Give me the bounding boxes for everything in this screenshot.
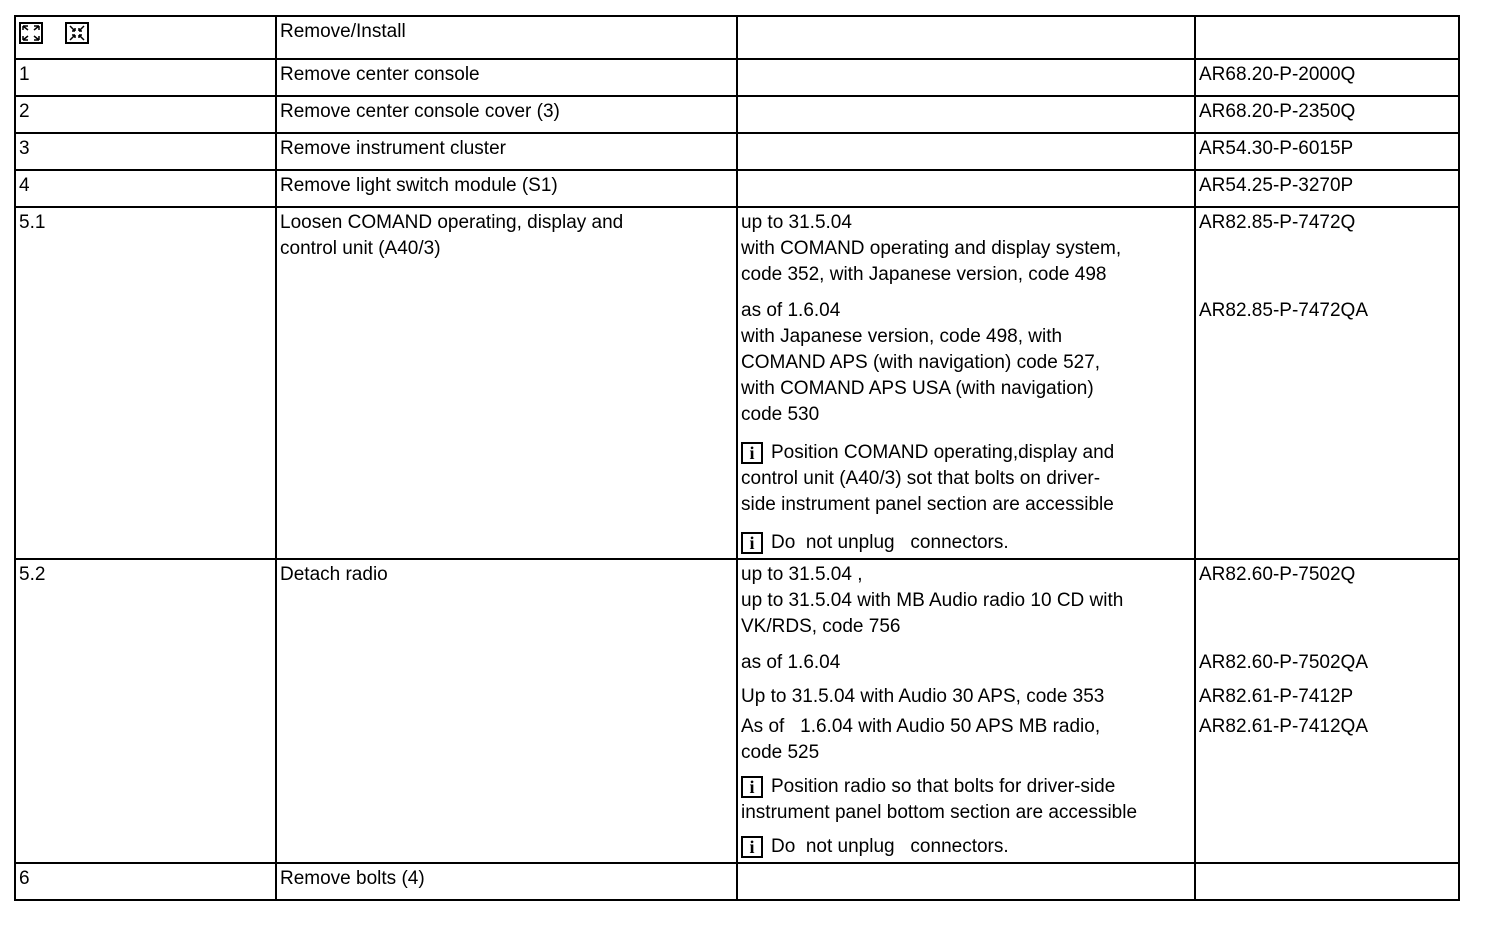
condition-line: up to 31.5.04: [741, 212, 852, 233]
header-row: [15, 16, 1459, 59]
document-code-link[interactable]: AR54.30-P-6015P: [1195, 133, 1459, 170]
header-title: Remove/Install: [276, 16, 737, 59]
step-condition: [737, 207, 1195, 559]
note-line: side instrument panel section are accessible: [741, 494, 1114, 515]
header-condition-cell: [737, 16, 1195, 59]
step-action: Remove center console: [276, 59, 737, 96]
step-condition: [737, 559, 1195, 863]
action-line: control unit (A40/3): [280, 238, 441, 259]
info-icon: i: [741, 836, 763, 858]
table-row: [15, 170, 1459, 207]
procedure-table: [14, 15, 1460, 901]
note-line: Position COMAND operating,display and: [771, 442, 1115, 463]
table-row: [15, 59, 1459, 96]
table-row: [15, 863, 1459, 900]
step-number: 3: [15, 133, 276, 170]
step-action: Detach radio: [276, 559, 737, 863]
step-number: 1: [15, 59, 276, 96]
condition-line: as of 1.6.04: [741, 300, 841, 321]
info-icon: i: [741, 532, 763, 554]
condition-line: up to 31.5.04 with MB Audio radio 10 CD with: [741, 590, 1124, 611]
step-action: Remove center console cover (3): [276, 96, 737, 133]
step-action: [276, 207, 737, 559]
document-code-cell: [1195, 207, 1459, 559]
info-icon: i: [741, 442, 763, 464]
step-number: 4: [15, 170, 276, 207]
info-note: [741, 774, 1191, 826]
document-code-link[interactable]: AR82.85-P-7472QA: [1199, 300, 1368, 321]
collapse-all-icon[interactable]: [65, 22, 89, 44]
condition-line: as of 1.6.04: [741, 652, 841, 673]
condition-line: code 525: [741, 742, 820, 763]
table-row: [15, 207, 1459, 559]
info-note: [741, 440, 1191, 518]
document-code-cell: [1195, 863, 1459, 900]
info-note: [741, 530, 1191, 556]
step-condition: [737, 96, 1195, 133]
note-line: Do not unplug connectors.: [771, 836, 1009, 857]
expand-all-icon[interactable]: [19, 22, 43, 44]
step-condition: [737, 59, 1195, 96]
document-code-link[interactable]: AR82.85-P-7472Q: [1199, 212, 1356, 233]
condition-block: [741, 210, 1191, 288]
condition-block: [741, 562, 1191, 640]
info-note: [741, 834, 1191, 860]
document-code-link[interactable]: AR68.20-P-2000Q: [1195, 59, 1459, 96]
condition-line: code 352, with Japanese version, code 498: [741, 264, 1107, 285]
step-condition: [737, 170, 1195, 207]
table-row: [15, 559, 1459, 863]
document-code-link[interactable]: AR54.25-P-3270P: [1195, 170, 1459, 207]
step-number: 6: [15, 863, 276, 900]
condition-line: with Japanese version, code 498, with: [741, 326, 1063, 347]
step-action: Remove light switch module (S1): [276, 170, 737, 207]
step-condition: [737, 863, 1195, 900]
condition-line: up to 31.5.04 ,: [741, 564, 863, 585]
condition-line: As of 1.6.04 with Audio 50 APS MB radio,: [741, 716, 1101, 737]
table-row: [15, 133, 1459, 170]
header-controls-cell: [15, 16, 276, 59]
note-line: instrument panel bottom section are accessible: [741, 802, 1138, 823]
note-line: Position radio so that bolts for driver-side: [771, 776, 1116, 797]
step-action: Remove bolts (4): [276, 863, 737, 900]
header-code-cell: [1195, 16, 1459, 59]
step-condition: [737, 133, 1195, 170]
condition-line: VK/RDS, code 756: [741, 616, 901, 637]
document-code-link[interactable]: AR82.61-P-7412P: [1199, 686, 1354, 707]
condition-line: Up to 31.5.04 with Audio 30 APS, code 353: [741, 686, 1105, 707]
document-code-cell: [1195, 559, 1459, 863]
condition-line: code 530: [741, 404, 820, 425]
condition-line: with COMAND operating and display system,: [741, 238, 1122, 259]
condition-line: with COMAND APS USA (with navigation): [741, 378, 1094, 399]
document-code-link[interactable]: AR82.60-P-7502Q: [1199, 564, 1356, 585]
step-action: Remove instrument cluster: [276, 133, 737, 170]
step-number: 5.1: [15, 207, 276, 559]
document-code-link[interactable]: AR82.61-P-7412QA: [1199, 716, 1368, 737]
table-row: [15, 96, 1459, 133]
action-line: Loosen COMAND operating, display and: [280, 212, 624, 233]
document-code-link[interactable]: AR68.20-P-2350Q: [1195, 96, 1459, 133]
condition-block: [741, 298, 1191, 428]
note-line: control unit (A40/3) sot that bolts on driver-: [741, 468, 1101, 489]
info-icon: i: [741, 776, 763, 798]
note-line: Do not unplug connectors.: [771, 532, 1009, 553]
condition-block: [741, 714, 1191, 766]
step-number: 5.2: [15, 559, 276, 863]
document-code-link[interactable]: AR82.60-P-7502QA: [1199, 652, 1368, 673]
step-number: 2: [15, 96, 276, 133]
condition-line: COMAND APS (with navigation) code 527,: [741, 352, 1101, 373]
